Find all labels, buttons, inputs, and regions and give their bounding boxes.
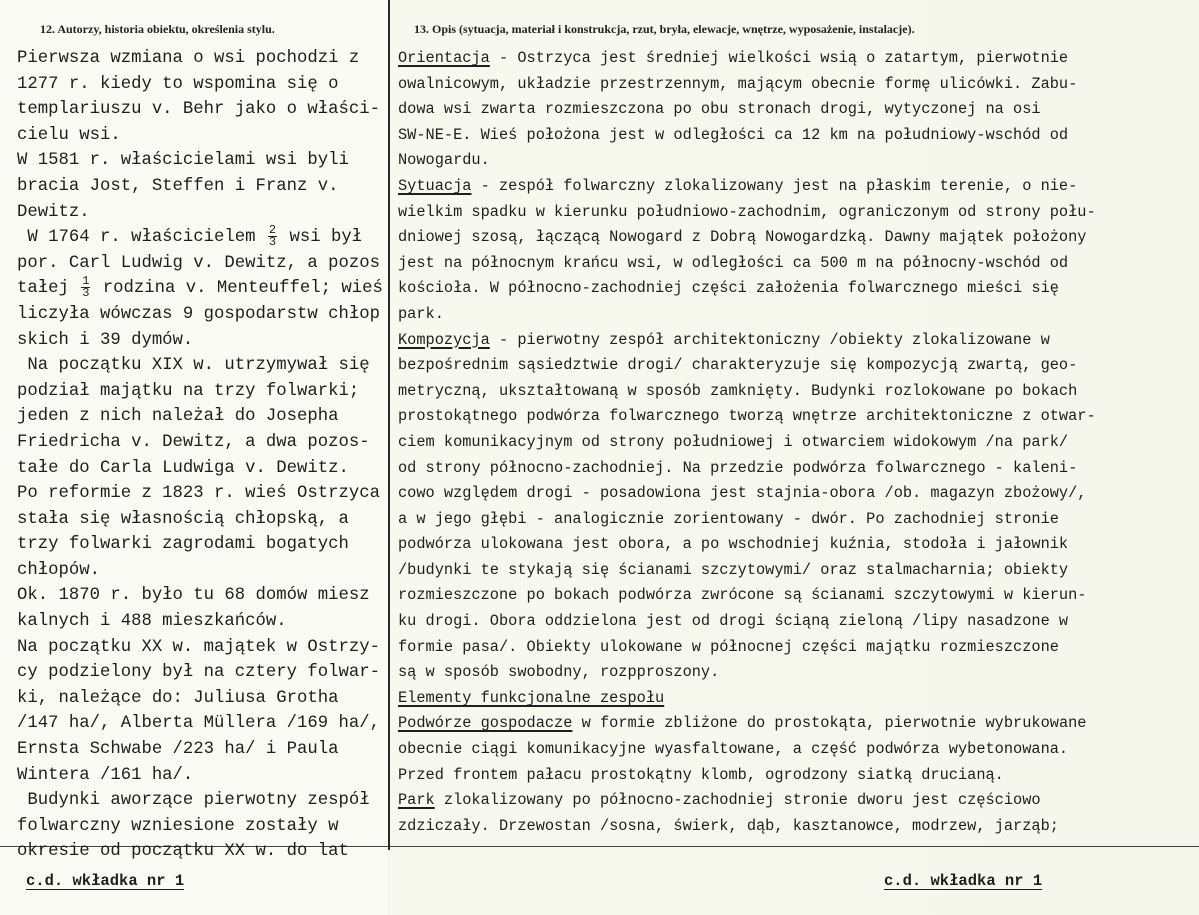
text-run: Budynki aworzące pierwotny zespół <box>17 791 370 811</box>
text-run: 1277 r. kiedy to wspomina się o <box>17 74 339 94</box>
text-run: zlokalizowany po północno-zachodniej stronie dworu jest częściowo <box>434 791 1041 810</box>
text-line <box>398 200 1198 226</box>
text-run: tałej <box>17 279 80 299</box>
text-line <box>398 763 1198 789</box>
text-run: prostokątnego podwórza folwarcznego tworzą wnętrze architektoniczne z otwar- <box>398 407 1096 426</box>
fraction-denominator: 3 <box>82 286 90 301</box>
text-run: zdziczały. Drzewostan /sosna, świerk, dąb, kasztanowce, modrzew, jarząb; <box>398 816 1059 835</box>
text-run: cowo względem drogi - posadowiona jest stajnia-obora /ob. magazyn zbożowy/, <box>398 484 1087 503</box>
fraction <box>81 276 90 299</box>
text-run: dniowej szosą, łączącą Nowogard z Dobrą Nowogardzką. Dawny majątek położony <box>398 228 1087 247</box>
text-line <box>17 404 387 430</box>
text-line <box>398 225 1198 251</box>
text-run: - zespół folwarczny zlokalizowany jest na płaskim terenie, o nie- <box>471 176 1078 195</box>
text-line <box>398 788 1198 814</box>
fraction-denominator: 3 <box>268 235 277 250</box>
text-run: bracia Jost, Steffen i Franz v. <box>17 176 339 196</box>
text-line <box>398 814 1198 840</box>
text-run: por. Carl Ludwig v. Dewitz, a pozos <box>17 253 380 273</box>
underlined-heading: Park <box>398 791 435 810</box>
text-line <box>398 609 1198 635</box>
text-line <box>17 558 387 584</box>
continuation-note-right: c.d. wkładka nr 1 <box>884 872 1043 890</box>
text-line <box>398 686 1198 712</box>
text-line <box>398 456 1198 482</box>
text-run: park. <box>398 304 444 323</box>
text-line <box>398 72 1198 98</box>
text-run: folwarczny wzniesione zostały w <box>17 816 339 836</box>
description-text <box>398 46 1198 839</box>
text-run: a w jego głębi - analogicznie zorientowany - dwór. Po zachodniej stronie <box>398 509 1059 528</box>
fraction-numerator: 2 <box>268 223 277 238</box>
text-line <box>398 353 1198 379</box>
text-line <box>398 558 1198 584</box>
text-line <box>17 660 387 686</box>
text-line <box>398 404 1198 430</box>
text-run: jeden z nich należał do Josepha <box>17 407 339 427</box>
text-line <box>398 276 1198 302</box>
text-run: metryczną, ukształtowaną w sposób zamknięty. Budynki rozlokowane po bokach <box>398 381 1078 400</box>
text-run: są w sposób swobodny, rozpproszony. <box>398 663 720 682</box>
text-line <box>17 711 387 737</box>
text-run: Po reformie z 1823 r. wieś Ostrzyca <box>17 484 380 504</box>
text-line <box>17 148 387 174</box>
text-run: kalnych i 488 mieszkańców. <box>17 612 287 632</box>
text-line <box>398 97 1198 123</box>
text-run: wielkim spadku w kierunku południowo-zachodnim, ograniczonym od strony połu- <box>398 202 1096 221</box>
underlined-heading: Orientacja <box>398 49 490 67</box>
text-run: obecnie ciągi komunikacyjne wyasfaltowane, a część podwórza wybetonowana. <box>398 740 1069 759</box>
text-run: owalnicowym, układzie przestrzennym, mającym obecnie formę ulicówki. Zabu- <box>398 74 1078 93</box>
text-line <box>17 481 387 507</box>
text-run: ciem komunikacyjnym od strony południowej i otwarciem widokowym /na park/ <box>398 432 1069 451</box>
text-run: cielu wsi. <box>17 125 121 145</box>
text-run: W 1764 r. właścicielem <box>17 228 266 248</box>
text-run: - Ostrzyca jest średniej wielkości wsią o zatartym, pierwotnie <box>489 49 1069 67</box>
text-line <box>17 609 387 635</box>
text-run: Pierwsza wzmiana o wsi pochodzi z <box>17 49 360 68</box>
text-run: trzy folwarki zagrodami bogatych <box>17 535 349 555</box>
text-run: od strony północno-zachodniej. Na przedzie podwórza folwarcznego - kaleni- <box>398 458 1078 477</box>
underlined-heading: Kompozycja <box>398 330 490 349</box>
text-line <box>17 353 387 379</box>
continuation-note-left: c.d. wkładka nr 1 <box>26 872 185 890</box>
section-13-heading: 13. Opis (sytuacja, materiał i konstrukcja, rzut, bryła, elewacje, wnętrze, wyposażenie, instalacje). <box>414 22 915 36</box>
text-run: Dewitz. <box>17 202 90 222</box>
text-line <box>398 251 1198 277</box>
text-run: liczyła wówczas 9 gospodarstw chłop <box>17 304 380 324</box>
text-run: Przed frontem pałacu prostokątny klomb, ogrodzony siatką drucianą. <box>398 765 1004 784</box>
text-run: formie pasa/. Obiekty ulokowane w północnej części majątku rozmieszczone <box>398 637 1059 656</box>
text-line <box>17 788 387 814</box>
text-run: jest na północnym krańcu wsi, w odległości ca 500 m na północny-wschód od <box>398 253 1069 272</box>
text-run: stała się własnością chłopską, a <box>17 509 349 529</box>
text-run: Wintera /161 ha/. <box>17 765 194 785</box>
text-run: cy podzielony był na cztery folwar- <box>17 663 380 683</box>
text-line <box>17 635 387 661</box>
section-12-heading: 12. Autorzy, historia obiektu, określenia stylu. <box>40 22 275 36</box>
text-run: Na początku XIX w. utrzymywał się <box>17 356 370 376</box>
text-run: skich i 39 dymów. <box>17 330 194 350</box>
text-run: Nowogardu. <box>398 151 490 170</box>
text-line <box>398 583 1198 609</box>
underlined-heading: Elementy funkcjonalne zespołu <box>398 688 665 707</box>
text-run: wsi był <box>279 228 363 248</box>
text-line <box>17 328 387 354</box>
text-line <box>398 302 1198 328</box>
text-line <box>17 737 387 763</box>
text-line <box>398 328 1198 354</box>
text-line <box>17 276 387 302</box>
text-run: Ernsta Schwabe /223 ha/ i Paula <box>17 740 339 760</box>
underlined-heading: Sytuacja <box>398 176 472 195</box>
text-line <box>398 532 1198 558</box>
text-run: ki, należące do: Juliusa Grotha <box>17 688 339 708</box>
text-run: Ok. 1870 r. było tu 68 domów miesz <box>17 586 370 606</box>
text-line <box>17 46 387 72</box>
text-line <box>17 200 387 226</box>
text-line <box>398 379 1198 405</box>
fraction <box>268 225 277 248</box>
text-run: dowa wsi zwarta rozmieszczona po obu stronach drogi, wytyczonej na osi <box>398 100 1041 119</box>
text-line <box>17 456 387 482</box>
text-run: /budynki te stykają się ścianami szczytowymi/ oraz stalmacharnia; obiekty <box>398 560 1069 579</box>
text-run: okresie od początku XX w. do lat <box>17 842 349 862</box>
text-line <box>398 481 1198 507</box>
text-run: tałe do Carla Ludwiga v. Dewitz. <box>17 458 349 478</box>
text-line <box>17 97 387 123</box>
text-run: bezpośrednim sąsiedztwie drogi/ charakteryzuje się kompozycją zwartą, geo- <box>398 356 1078 375</box>
text-run: Friedricha v. Dewitz, a dwa pozos- <box>17 432 370 452</box>
text-line <box>17 379 387 405</box>
text-line <box>398 737 1198 763</box>
text-line <box>398 660 1198 686</box>
column-divider <box>388 0 390 850</box>
text-run: W 1581 r. właścicielami wsi byli <box>17 151 349 171</box>
text-run: ku drogi. Obora oddzielona jest od drogi ściąną zieloną /lipy nasadzone w <box>398 612 1069 631</box>
text-line <box>398 635 1198 661</box>
text-line <box>17 763 387 789</box>
text-line <box>17 686 387 712</box>
text-line <box>17 430 387 456</box>
text-line <box>398 711 1198 737</box>
text-line <box>398 507 1198 533</box>
text-line <box>17 174 387 200</box>
text-run: kościoła. W północno-zachodniej części założenia folwarcznego mieści się <box>398 279 1059 298</box>
text-line <box>17 583 387 609</box>
text-run: podział majątku na trzy folwarki; <box>17 381 360 401</box>
text-line <box>398 46 1198 72</box>
text-line <box>17 123 387 149</box>
text-run: templariuszu v. Behr jako o właści- <box>17 100 380 120</box>
text-line <box>17 72 387 98</box>
text-run: rozmieszczone po bokach podwórza zwrócone są ścianami szczytowymi w kierun- <box>398 586 1087 605</box>
underlined-heading: Podwórze gospodacze <box>398 714 573 733</box>
text-run: SW-NE-E. Wieś położona jest w odległości ca 12 km na południowy-wschód od <box>398 125 1069 144</box>
history-text <box>17 46 387 865</box>
text-line <box>17 302 387 328</box>
text-line <box>17 839 387 865</box>
text-run: rodzina v. Menteuffel; wieś <box>92 279 383 299</box>
text-line <box>17 251 387 277</box>
text-line <box>398 123 1198 149</box>
text-line <box>398 148 1198 174</box>
text-run: podwórza ulokowana jest obora, a po wschodniej kuźnia, stodoła i jałownik <box>398 535 1069 554</box>
text-line <box>17 225 387 251</box>
text-run: chłopów. <box>17 560 100 580</box>
text-run: - pierwotny zespół architektoniczny /obiekty zlokalizowane w <box>489 330 1050 349</box>
text-line <box>398 174 1198 200</box>
fraction-numerator: 1 <box>82 274 90 289</box>
text-line <box>398 430 1198 456</box>
text-run: w formie zbliżone do prostokąta, pierwotnie wybrukowane <box>572 714 1087 733</box>
text-run: Na początku XX w. majątek w Ostrzy- <box>17 637 380 657</box>
text-line <box>17 532 387 558</box>
bottom-rule-right <box>390 846 1199 847</box>
text-line <box>17 507 387 533</box>
text-run: /147 ha/, Alberta Müllera /169 ha/, <box>17 714 380 734</box>
text-line <box>17 814 387 840</box>
